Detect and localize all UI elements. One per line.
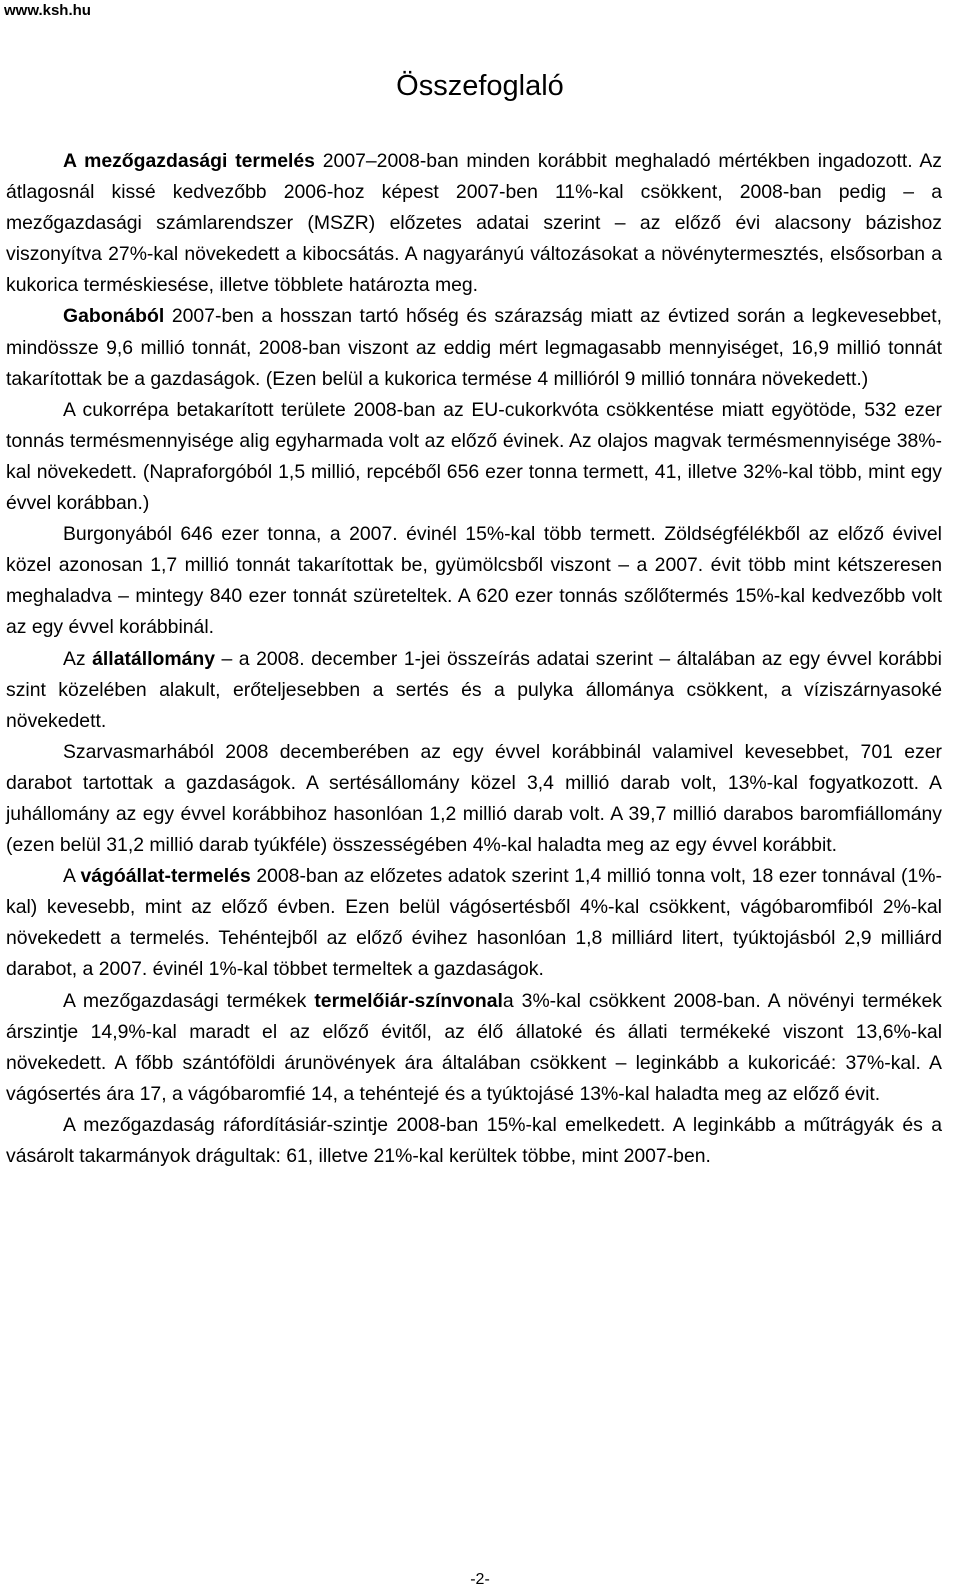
- paragraph-text: Burgonyából 646 ezer tonna, a 2007. évinél 15%-kal több termett. Zöldségfélékből az előző évivel közel azonosan 1,7 millió tonnát takarítottak be, gyümölcsből viszont – a 2007. évit több mint kétszeresen meghaladva – mintegy 840 ezer tonnát szüreteltek. A 620 ezer tonnás szőlőtermés 15%-kal kedvezőbb volt az egy évvel korábbinál.: [6, 523, 942, 639]
- paragraph-output: [6, 146, 942, 301]
- page-number: -2-: [470, 1571, 490, 1588]
- term-producer-price-level: termelőiár-színvonal: [314, 989, 503, 1012]
- paragraph-text: 2007-ben a hosszan tartó hőség és szárazság miatt az évtized során a legkevesebbet, mindössze 9,6 millió tonnát, 2008-ban viszont az eddig mért legmagasabb mennyiséget, 16,9 millió tonnát takarítottak be a gazdaságok. (Ezen belül a kukorica termése 4 millióról 9 millió tonnára növekedett.): [6, 305, 942, 390]
- paragraph-text: 2008-ban az előzetes adatok szerint 1,4 millió tonna volt, 18 ezer tonnával (1%-kal) kevesebb, mint az előző évben. Ezen belül vágósertésből 4%-kal csökkent, vágóbaromfiból 2%-kal növekedett a termelés. Tehéntejből az előző évihez hasonlóan 1,8 milliárd litert, tyúktojásból 2,9 milliárd darabot, a 2007. évinél 1%-kal többet termeltek a gazdaságok.: [6, 865, 942, 981]
- term-livestock: állatállomány: [92, 647, 215, 670]
- paragraph-text: A mezőgazdaság ráfordításiár-szintje 2008-ban 15%-kal emelkedett. A leginkább a műtrágyák és a vásárolt takarmányok drágultak: 61, illetve 21%-kal kerültek többe, mint 2007-ben.: [6, 1113, 942, 1167]
- paragraph-cereals: [6, 301, 942, 394]
- page-title: Összefoglaló: [396, 70, 564, 102]
- paragraph-text: – a 2008. december 1-jei összeírás adatai szerint – általában az egy évvel korábbi szint közelében alakult, erőteljesebben a sertés és a pulyka állománya csökkent, a víziszárnyasoké növekedett.: [6, 647, 942, 732]
- term-agricultural-production: A mezőgazdasági termelés: [63, 150, 315, 172]
- paragraph-text: a 3%-kal csökkent 2008-ban. A növényi termékek árszintje 14,9%-kal maradt el az előző évitől, az élő állatoké és állati termékeké viszont 13,6%-kal növekedett. A főbb szántóföldi árunövények ára általában csökkent – leginkább a kukoricáé: 37%-kal. A vágósertés ára 17, a vágóbaromfié 14, a tehéntejé és a tyúktojásé 13%-kal haladta meg az előző évit.: [6, 989, 942, 1105]
- term-cereals: Gabonából: [63, 305, 165, 328]
- term-slaughter-production: vágóállat-termelés: [80, 865, 251, 888]
- paragraph-text: A: [63, 865, 81, 888]
- paragraph-potatoes: [6, 519, 942, 643]
- paragraph-text: 2007–2008-ban minden korábbit meghaladó mértékben ingadozott. Az átlagosnál kissé kedvezőbb 2006-hoz képest 2007-ben 11%-kal csökkent, 2008-ban pedig – a mezőgazdasági számlarendszer (MSZR) előzetes adatai szerint – az előző évi alacsony bázishoz viszonyítva 27%-kal növekedett a kibocsátás. A nagyarányú változásokat a növénytermesztés, elsősorban a kukorica terméskiesése, illetve többlete határozta meg.: [6, 150, 942, 297]
- site-url[interactable]: www.ksh.hu: [4, 2, 91, 19]
- paragraph-input-prices: [6, 1110, 942, 1172]
- document-body: [6, 146, 942, 1172]
- paragraph-text: Szarvasmarhából 2008 decemberében az egy évvel korábbinál valamivel kevesebbet, 701 ezer darabot tartottak a gazdaságok. A sertésállomány közel 3,4 millió darab volt, 13%-kal fogyatkozott. A juhállomány az egy évvel korábbihoz hasonlóan 1,2 millió darab volt. A 39,7 millió darabos baromfiállomány (ezen belül 31,2 millió darab tyúkféle) összességében 4%-kal haladta meg az egy évvel korábbit.: [6, 740, 942, 857]
- paragraph-livestock: [6, 644, 942, 737]
- paragraph-sugar-beet: [6, 395, 942, 519]
- paragraph-text: Az: [63, 647, 93, 670]
- paragraph-cattle: [6, 737, 942, 861]
- paragraph-slaughter: [6, 861, 942, 985]
- paragraph-text: A cukorrépa betakarított területe 2008-ban az EU-cukorkvóta csökkentése miatt egyötöde, 532 ezer tonnás termésmennyisége alig egyharmada volt az előző évinek. Az olajos magvak termésmennyisége 38%-kal növekedett. (Napraforgóból 1,5 millió, repcéből 656 ezer tonna termett, 41, illetve 32%-kal több, mint egy évvel korábban.): [6, 398, 942, 515]
- paragraph-producer-prices: [6, 986, 942, 1110]
- paragraph-text: A mezőgazdasági termékek: [63, 989, 315, 1012]
